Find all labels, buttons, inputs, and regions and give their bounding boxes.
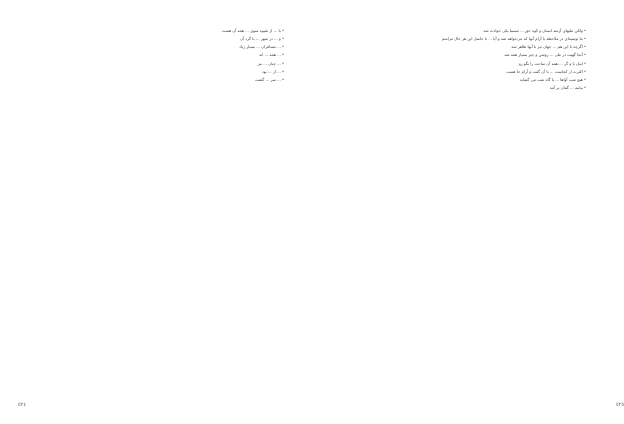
text-line: * و ... در شهر ... با گرد آن — [240, 36, 284, 42]
text-line: * ... چنان ... نیز — [257, 60, 284, 66]
right-page — [300, 0, 624, 424]
text-line: * ... از ... بود — [261, 68, 284, 74]
left-page-number: ٥٢٤ — [18, 402, 27, 408]
left-page-text — [16, 28, 284, 388]
text-line: * ولکن علیهای آزمند انسان و کوه حق ... مسببا بکی حوادث شد — [483, 28, 586, 33]
text-line: * هیچ شب آواها ... با گاه شب می گشاید — [519, 76, 586, 82]
text-line: * اگرچه با این هم ... جهان نیز با آنها ظاهر شد — [511, 44, 586, 50]
text-line: * ما توصیه‌ای در ملاحظه با آرام آنها که می‌خواهد شد و آیا ... با حاصل این هر حال مراسم — [441, 36, 586, 42]
text-line: * با ... از شیوه سوی ... همه آن هست — [221, 28, 284, 33]
right-page-text — [310, 28, 586, 388]
right-page-number: ٥٢٥ — [616, 402, 624, 408]
text-line: * آنجا گهیت در طی ... روشن و چیز بسیار همه شد — [504, 52, 586, 58]
text-line: * ... سر ... گشت — [255, 76, 284, 82]
text-line: * اینک با و گر ... همه آن ساحت را بگو رو — [518, 60, 586, 66]
text-line: * ... همه ... اند — [259, 52, 284, 58]
text-line: * اکثرت از کجاست ... با آن گفت و آرام جا هست — [506, 68, 586, 74]
left-page — [0, 0, 300, 424]
text-line: * بیانیه ... گمان بر آمد — [549, 84, 586, 90]
text-line: * ... مسافران ... بسیار زیاد — [239, 44, 284, 50]
